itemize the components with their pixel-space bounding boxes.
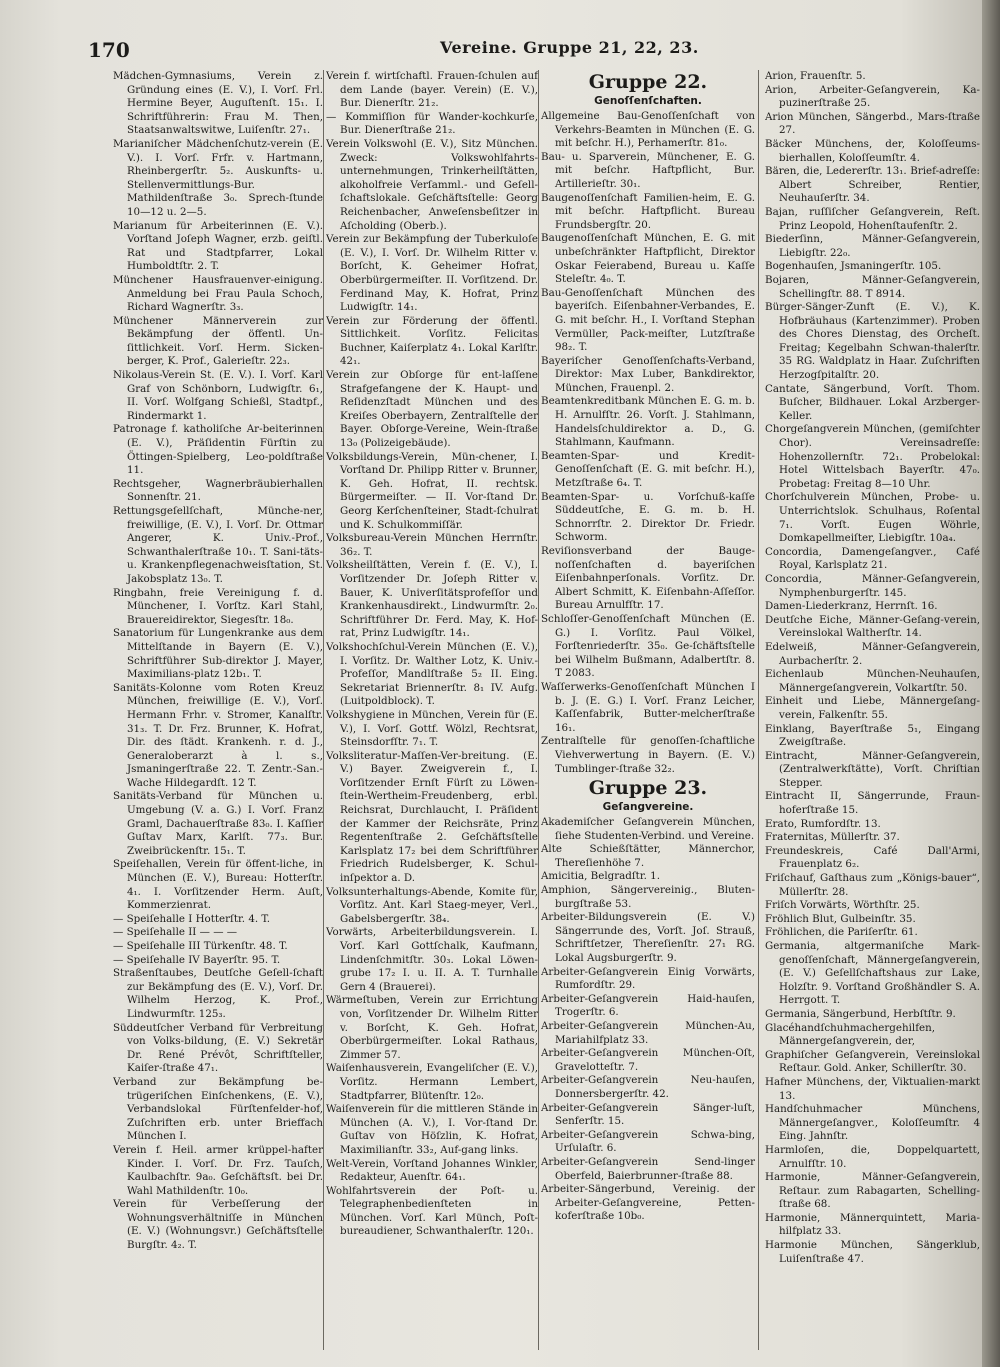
directory-entry: Verein für Verbeſſerung der Wohnungsverhältniſſe in München (E. V.) (Wohnungsvr.) Geſchäftsſtelle Burgſtr. 4₂. T. [113,1198,323,1252]
directory-entry: Einklang, Bayerſtraße 5₁, Eingang Zweigſtraße. [765,722,980,749]
directory-entry: Eichenlaub München-Neuhauſen, Männergeſangverein, Volkartſtr. 50. [765,668,980,694]
directory-entry: Verein zur Förderung der öffentl. Sittlichkeit. Vorſitz. Felicitas Buchner, Kaiſerplatz 4₁. Lokal Karlſtr. 42₁. [326,314,538,368]
group-subheading: Geſangvereine. [602,801,694,814]
directory-entry: Reviſionsverband der Bauge-noſſenſchaften d. bayeriſchen Eiſenbahnperſonals. Vorſitz. Dr. Albert Schmitt, K. Eiſenbahn-Aſſeſſor. Bureau Arnulfſtr. 17. [541,545,755,612]
directory-entry: Eintracht, Männer-Geſangverein, (Zentralwerkſtätte), Vorſt. Chriſtian Stepper. [765,749,980,789]
directory-entry: Harmonie München, Sängerklub, Luiſenſtraße 47. [765,1239,980,1265]
directory-entry: Zentralſtelle für genoſſen-ſchaftliche Viehverwertung in Bayern. (E. V.) Tumblinger-ſtraße 32₂. [541,735,755,775]
directory-entry: Fraternitas, Müllerſtr. 37. [765,831,900,844]
directory-entry: Arion, Frauenſtr. 5. [765,70,866,82]
directory-entry: Arbeiter-Geſangverein München-Au, Mariahilfplatz 33. [541,1020,755,1046]
group-subheading: Genoſſenſchaften. [594,95,702,107]
directory-entry: Beamten-Spar- u. Vorſchuß-kaſſe Süddeutſche, E. G. m. b. H. Schnorrſtr. 2. Direktor Dr. Friedr. Schworm. [541,490,755,544]
directory-entry: Bogenhauſen, Jsmaningerſtr. 105. [765,260,942,273]
directory-entry: Baugenoſſenſchaft Familien-heim, E. G. mit beſchr. Haftpflicht. Bureau Frundsbergſtr. 20. [541,191,755,231]
directory-entry: Beamtenkreditbank München E. G. m. b. H. Arnulfſtr. 26. Vorſt. J. Stahlmann, Handelsſchuldirektor a. D., G. Stahlmann, Kaufmann. [541,395,755,449]
directory-entry: Schloſſer-Genoſſenſchaft München (E. G.) I. Vorſitz. Paul Völkel, Forſtenriederſtr. 35₀. Ge-ſchäftsſtelle bei Wilhelm Bußmann, Adalbertſtr. 8. T 2083. [541,612,755,680]
directory-entry: Edelweiß, Männer-Geſangverein, Aurbacherſtr. 2. [765,640,980,667]
directory-entry: Friſch Vorwärts, Wörthſtr. 25. [765,899,920,912]
group-heading: Gruppe 22. [588,71,708,93]
directory-entry: Chorſchulverein München, Probe- u. Unterrichtslok. Schulhaus, Roſental 7₁. Vorſt. Eugen Wöhrle, Domkapellmeiſter, Liebigſtr. 10a₄. [765,491,980,545]
directory-entry: Arbeiter-Geſangverein Send-linger Oberfeld, Baierbrunner-ſtraße 88. [541,1155,755,1182]
directory-entry: Hafner Münchens, der, Viktualien-markt 13. [765,1075,980,1102]
directory-entry: Verein zur Bekämpfung der Tuberkuloſe (E. V.), I. Vorſ. Dr. Wilhelm Ritter v. Borſcht, K. Geheimer Hofrat, Oberbürgermeiſter. II. Vorſitzend. Dr. Ferdinand May, K. Hofrat, Prinz Ludwigſtr. 14₁. [326,233,538,314]
directory-entry: Arbeiter-Geſangverein Sänger-luſt, Senferſtr. 15. [541,1101,755,1128]
directory-entry: Einheit und Liebe, Männergeſang-verein, Falkenſtr. 55. [765,695,980,721]
directory-entry: Bau-Genoſſenſchaft München des bayeriſch. Eiſenbahner-Verbandes, E. G. mit beſchr. H., I. Vorſtand Stephan Vermüller, Pack-meiſter, Lutzſtraße 98₂. T. [541,286,755,354]
directory-entry: Arbeiter-Geſangverein Neu-hauſen, Donnersbergerſtr. 42. [541,1074,755,1100]
group-heading: Gruppe 23. [588,777,708,800]
page-header [0,38,990,68]
directory-entry: Germania, Sängerbund, Herbſtſtr. 9. [765,1007,956,1020]
directory-entry: Concordia, Damengeſangver., Café Royal, Karlsplatz 21. [765,545,980,572]
directory-entry: Chorgeſangverein München, (gemiſchter Chor). Vereinsadreſſe: Hohenzollernſtr. 72₁. Probelokal: Hotel Wittelsbach Bayerſtr. 47₀. Probetag: Freitag 8—10 Uhr. [765,423,980,490]
directory-entry: Bäcker Münchens, der, Koloſſeums-bierhallen, Koloſſeumſtr. 4. [765,137,980,164]
directory-entry: Welt-Verein, Vorſtand Johannes Winkler, Redakteur, Auenſtr. 64₁. [326,1157,538,1184]
directory-entry: — Speiſehalle IV Bayerſtr. 95. T. [113,953,281,966]
directory-entry: Damen-Liederkranz, Herrnſt. 16. [765,600,938,613]
directory-entry: Freundeskreis, Café Dall'Armi, Frauenplatz 6₂. [765,844,980,871]
column-1 [113,70,323,1360]
directory-entry: Marianum für Arbeiterinnen (E. V.). Vorſtand Joſeph Wagner, erzb. geiſtl. Rat und Stadtpfarrer, Lokal Humboldtſtr. 2. T. [113,219,323,273]
directory-entry: Münchener Männerverein zur Bekämpfung der öffentl. Un-ſittlichkeit. Vorſ. Herm. Sicken-berger, K. Prof., Galerieſtr. 22₃. [113,314,323,368]
directory-entry: Waiſenhausverein, Evangeliſcher (E. V.), Vorſitz. Hermann Lembert, Stadtpfarrer, Blütenſtr. 12₀. [326,1062,538,1102]
directory-entry: Sanitäts-Kolonne vom Roten Kreuz München, freiwillige (E. V.), Vorſ. Hermann Frhr. v. Stromer, Kanalſtr. 31₃. T. Dr. Frz. Brunner, K. Hofrat, Dir. des ſtädt. Krankenh. r. d. J., Generaloberarzt à l. s., Jsmaningerſtraße 22. T. Zentr.-San.-Wache Hildegardſt. 12 T. [113,681,323,789]
directory-entry: Arbeiter-Geſangverein Einig Vorwärts, Rumfordſtr. 29. [541,965,755,992]
directory-entry: — Speiſehalle III Türkenſtr. 48. T. [113,940,288,952]
directory-entry: Biederſinn, Männer-Geſangverein, Liebigſtr. 22₀. [765,233,980,259]
directory-entry: Bojaren, Männer-Geſangverein, Schellingſtr. 88. T 8914. [765,273,980,300]
directory-entry: — Kommiſſion für Wander-kochkurſe, Bur. Dienerſtraße 21₂. [326,110,538,137]
directory-entry: Arion München, Sängerbd., Mars-ſtraße 27. [765,110,980,137]
directory-entry: — Speiſehalle I Hotterſtr. 4. T. [113,912,271,925]
directory-entry: Verein Volkswohl (E. V.), Sitz München. Zweck: Volkswohlfahrts-unternehmungen, Trinkerheilſtätten, alkoholfreie Verſamml.- und Geſell-ſchaftslokale. Geſchäftsſtelle: Georg Reichenbacher, Anweſensbeſitzer in Aſcholding (Oberb.). [326,137,538,232]
directory-entry: Volksunterhaltungs-Abende, Komite für, Vorſitz. Ant. Karl Staeg-meyer, Verl., Gabelsbergerſtr. 38₄. [326,885,538,925]
column-2 [326,70,538,1360]
directory-entry: Wohlfahrtsverein der Poſt- u. Telegraphenbedienſteten in München. Vorſ. Karl Münch, Poſt-bureaudiener, Schwanthalerſtr. 120₁. [326,1184,538,1238]
book-spine [982,0,1000,1367]
directory-entry: Speiſehallen, Verein für öffent-liche, in München (E. V.), Bureau: Hotterſtr. 4₁. I. Vorſitzender Herm. Auſt, Kommerzienrat. [113,858,323,912]
directory-entry: Arbeiter-Sängerbund, Vereinig. der Arbeiter-Geſangvereine, Petten-koferſtraße 10b₀. [541,1183,755,1223]
directory-entry: Harmonie, Männerquintett, Maria-hilfplatz 33. [765,1211,980,1238]
directory-entry: Nikolaus-Verein St. (E. V.). I. Vorſ. Karl Graf von Schönborn, Ludwigſtr. 6₁, II. Vorſ. Wolfgang Schießl, Stadtpf., Rindermarkt 1. [113,369,323,422]
directory-entry: Verein f. Heil. armer krüppel-hafter Kinder. I. Vorſ. Dr. Frz. Tauſch, Kaulbachſtr. 9a₀. Geſchäftsſt. bei Dr. Wahl Mathildenſtr. 10₀. [113,1143,323,1197]
directory-entry: Harmonie, Männer-Geſangverein, Reſtaur. zum Rabagarten, Schelling-ſtraße 68. [765,1171,980,1211]
directory-entry: Eintracht II, Sängerrunde, Fraun-hoferſtraße 15. [765,790,980,817]
directory-entry: Fröhlich Blut, Gulbeinſtr. 35. [765,912,916,925]
directory-entry: Münchener Hausfrauenver-einigung. Anmeldung bei Frau Paula Schoch, Richard Wagnerſtr. 3₃. [113,273,323,314]
directory-entry: Arbeiter-Bildungsverein (E. V.) Sängerrunde des, Vorſt. Joſ. Strauß, Schriftſetzer, Thereſienſtr. 27₁ RG. Lokal Augsburgerſtr. 9. [541,911,755,965]
directory-entry: Wärmeſtuben, Verein zur Errichtung von, Vorſitzender Dr. Wilhelm Ritter v. Borſcht, K. Geh. Hofrat, Oberbürgermeiſter. Lokal Rathaus, Zimmer 57. [326,994,538,1061]
directory-entry: Volksheilſtätten, Verein f. (E. V.), I. Vorſitzender Dr. Joſeph Ritter v. Bauer, K. Univerſitätsprofeſſor und Krankenhausdirekt., Lindwurmſtr. 2₀. Schriftführer Dr. Ferd. May, K. Hof-rat, Prinz Ludwigſtr. 14₁. [326,559,538,640]
directory-entry: Allgemeine Bau-Genoſſenſchaft von Verkehrs-Beamten in München (E. G. mit beſchr. H.), Perhamerſtr. 81₀. [541,110,755,150]
running-head: Vereine. Gruppe 21, 22, 23. [440,38,699,57]
directory-entry: Bajan, ruſſiſcher Geſangverein, Reſt. Prinz Leopold, Hohenſtaufenſtr. 2. [765,205,980,232]
directory-entry: Beamten-Spar- und Kredit-Genoſſenſchaft (E. G. mit beſchr. H.), Metzſtraße 6₄. T. [541,449,755,490]
directory-entry: Glacéhandſchuhmachergehilfen, Männergeſangverein, der, [765,1021,936,1048]
directory-entry: Verein zur Obſorge für ent-laſſene Strafgefangene der K. Haupt- und Reſidenzſtadt München und des Kreiſes Oberbayern, Zentralſtelle der Bayer. Obſorge-Vereine, Wein-ſtraße 13₀ (Polizeigebäude). [326,369,538,450]
directory-entry: Arion, Arbeiter-Geſangverein, Ka-puzinerſtraße 25. [765,83,980,110]
directory-entry: Harmloſen, die, Doppelquartett, Arnulfſtr. 10. [765,1143,980,1170]
directory-entry: Volkshygiene in München, Verein für (E. V.), I. Vorſ. Gottf. Wölzl, Rechtsrat, Steinsdorfſtr. 7₁. T. [326,708,538,749]
directory-entry: Ringbahn, freie Vereinigung f. d. Münchener, I. Vorſtz. Karl Stahl, Brauereidirektor, Siegesſtr. 18₀. [113,586,323,626]
directory-entry: Volkshochſchul-Verein München (E. V.), I. Vorſitz. Dr. Walther Lotz, K. Univ.-Profeſſor, Mandlſtraße 5₂ II. Eing. Sekretariat Briennerſtr. 8₁ IV. Aufg. (Luitpoldblock). T. [326,640,538,708]
directory-entry: Volksliteratur-Maſſen-Ver-breitung. (E. V.) Bayer. Zweigverein f., I. Vorſitzender Ernſt Fürſt zu Löwen-ſtein-Wertheim-Freudenberg, erbl. Reichsrat, Durchlaucht, I. Präſident der Kammer der Reichsräte, Prinz Regentenſtraße 2. Geſchäftsſtelle Karlsplatz 17₂ bei dem Schriftführer Friedrich Rudelsberger, K. Schul-inſpektor a. D. [326,749,538,885]
directory-entry: — Speiſehalle II — — — [113,926,238,939]
directory-entry: Vorwärts, Arbeiterbildungsverein. I. Vorſ. Karl Gottſchalk, Kaufmann, Lindenſchmitſtr. 30₃. Lokal Löwen-grube 17₂ I. u. II. A. T. Turnhalle Gern 4 (Brauerei). [326,926,538,993]
column-3 [541,70,755,1360]
directory-entry: Deutſche Eiche, Männer-Geſang-verein, Vereinslokal Waltherſtr. 14. [765,613,980,640]
directory-entry: Arbeiter-Geſangverein München-Oſt, Gravelotteſtr. 7. [541,1047,755,1073]
directory-entry: Volksbildungs-Verein, Mün-chener, I. Vorſtand Dr. Philipp Ritter v. Brunner, K. Geh. Hofrat, II. rechtsk. Bürgermeiſter. — II. Vor-ſtand Dr. Georg Kerſchenſteiner, Stadt-ſchulrat und K. Schulkommiſſär. [326,450,538,531]
directory-entry: Verein f. wirtſchaftl. Frauen-ſchulen auf dem Lande (bayer. Verein) (E. V.), Bur. Dienerſtr. 21₂. [326,70,538,110]
directory-entry: Arbeiter-Geſangverein Schwa-bing, Urſulaſtr. 6. [541,1128,755,1155]
directory-entry: Fröhlichen, die Pariſerſtr. 61. [765,926,918,939]
directory-entry: Baugenoſſenſchaft München, E. G. mit unbeſchränkter Haftpflicht, Direktor Oskar Feierabend, Bureau u. Kaſſe Steleſtr. 4₀. T. [541,232,755,286]
directory-entry: Waiſenverein für die mittleren Stände in München (A. V.), I. Vor-ſtand Dr. Guſtav von Höſzlin, K. Hofrat, Maximilianſtr. 33₂, Auf-gang links. [326,1103,538,1156]
directory-entry: Concordia, Männer-Geſangverein, Nymphenburgerſtr. 145. [765,572,980,599]
directory-entry: Mädchen-Gymnasiums, Verein z. Gründung eines (E. V.), I. Vorſ. Frl. Hermine Beyer, Auguſtenſt. 15₁. I. Schriftführerin: Frau M. Then, Staatsanwaltswitwe, Luiſenſtr. 27₁. [113,70,323,137]
column-rule [323,70,324,1350]
directory-entry: Straßenſtaubes, Deutſche Geſell-ſchaft zur Bekämpfung des (E. V.), Vorſ. Dr. Wilhelm Herzog, K. Prof., Lindwurmſtr. 125₃. [113,967,323,1020]
directory-entry: Erato, Rumfordſtr. 13. [765,817,881,830]
directory-entry: Cantate, Sängerbund, Vorſt. Thom. Buſcher, Bildhauer. Lokal Arzberger-Keller. [765,382,980,422]
directory-entry: Rechtsgeher, Wagnerbräubierhallen Sonnenſtr. 21. [113,477,323,504]
directory-entry: Bayeriſcher Genoſſenſchafts-Verband, Direktor: Max Luber, Bankdirektor, München, Frauenpl. 2. [541,354,755,394]
directory-entry: Waſſerwerks-Genoſſenſchaft München I b. J. (E. G.) I. Vorſ. Franz Leicher, Kaſſenfabrik, Butter-melcherſtraße 16₁. [541,680,755,734]
directory-entry: Bürger-Sänger-Zunft (E. V.), K. Hofbräuhaus (Kartenzimmer). Proben des Chores Dienstag, des Orcheſt. Freitag; Kegelbahn Schwan-thalerſtr. 35 RG. Waldplatz in Haar. Zuſchriften Herzogſpitalſtr. 20. [765,301,980,382]
page-number: 170 [88,38,130,62]
directory-entry: Rettungsgeſellſchaft, Münche-ner, freiwillige, (E. V.), I. Vorſ. Dr. Ottmar Angerer, K. Univ.-Prof., Schwanthalerſtraße 10₁. T. Sani-täts- u. Krankenpflegenachweisſtation, St. Jakobsplatz 13₀. T. [113,505,323,585]
directory-entry: Amphion, Sängervereinig., Bluten-burgſtraße 53. [541,884,755,910]
directory-entry: Bären, die, Ledererſtr. 13₁. Brief-adreſſe: Albert Schreiber, Rentier, Neuhauſerſtr. 34. [765,165,980,205]
directory-entry: Germania, altgermaniſche Mark-genoſſenſchaft, Männergeſangverein, (E. V.) Geſellſchaftshaus zur Lake, Holzſtr. 9. Vorſtand Großhändler S. A. Herrgott. T. [765,940,980,1007]
directory-entry: Marianiſcher Mädchenſchutz-verein (E. V.). I. Vorſ. Frfr. v. Hartmann, Rheinbergerſtr. 5₂. Auskunfts- u. Stellenvermittlungs-Bur. Mathildenſtraße 3₀. Sprech-ſtunde 10—12 u. 2—5. [113,137,323,218]
directory-entry: Süddeutſcher Verband für Verbreitung von Volks-bildung, (E. V.) Sekretär Dr. René Prévôt, Schriftſteller, Kaiſer-ſtraße 47₁. [113,1021,323,1075]
column-rule [758,70,759,1350]
directory-entry: Verband zur Bekämpfung be-trügeriſchen Einſchenkens, (E. V.), Verbandslokal Fürſtenfelder-hof, Zuſchriften erb. unter Brieffach München I. [113,1075,323,1143]
directory-entry: Alte Schießſtätter, Männerchor, Thereſienhöhe 7. [541,843,755,869]
directory-entry: Handſchuhmacher Münchens, Männergeſangver., Koloſſeumſtr. 4 Eing. Jahnſtr. [765,1103,980,1143]
directory-entry: Volksbureau-Verein München Herrnſtr. 36₂. T. [326,532,538,558]
directory-entry: Friſchauf, Gaſthaus zum „Königs-bauer“, Müllerſtr. 28. [765,872,980,898]
column-4 [765,70,980,1360]
directory-entry: Arbeiter-Geſangverein Haid-hauſen, Trogerſtr. 6. [541,992,755,1019]
directory-entry: Sanitäts-Verband für München u. Umgebung (V. a. G.) I. Vorſ. Franz Graml, Dachauerſtraße 83₀. I. Kaſſier Guſtav Marx, Karlſt. 77₃. Bur. Zweibrückenſtr. 15₁. T. [113,790,323,857]
directory-entry: Sanatorium für Lungenkranke aus dem Mittelſtande in Bayern (E. V.), Schriftführer Sub-direktor J. Mayer, Maximilians-platz 12b₁. T. [113,627,323,681]
directory-entry: Amicitia, Belgradſtr. 1. [541,870,660,883]
directory-entry: Graphiſcher Geſangverein, Vereinslokal Reſtaur. Gold. Anker, Schillerſtr. 30. [765,1048,980,1075]
directory-entry: Patronage f. katholiſche Ar-beiterinnen (E. V.), Präſidentin Fürſtin zu Öttingen-Spielberg, Leo-poldſtraße 11. [113,423,323,477]
directory-entry: Bau- u. Sparverein, Münchener, E. G. mit beſchr. Haftpflicht, Bur. Artillerieſtr. 30₁. [541,150,755,190]
column-rule [538,70,539,1350]
directory-entry: Akademiſcher Geſangverein München, ſiehe Studenten-Verbind. und Vereine. [541,816,755,842]
